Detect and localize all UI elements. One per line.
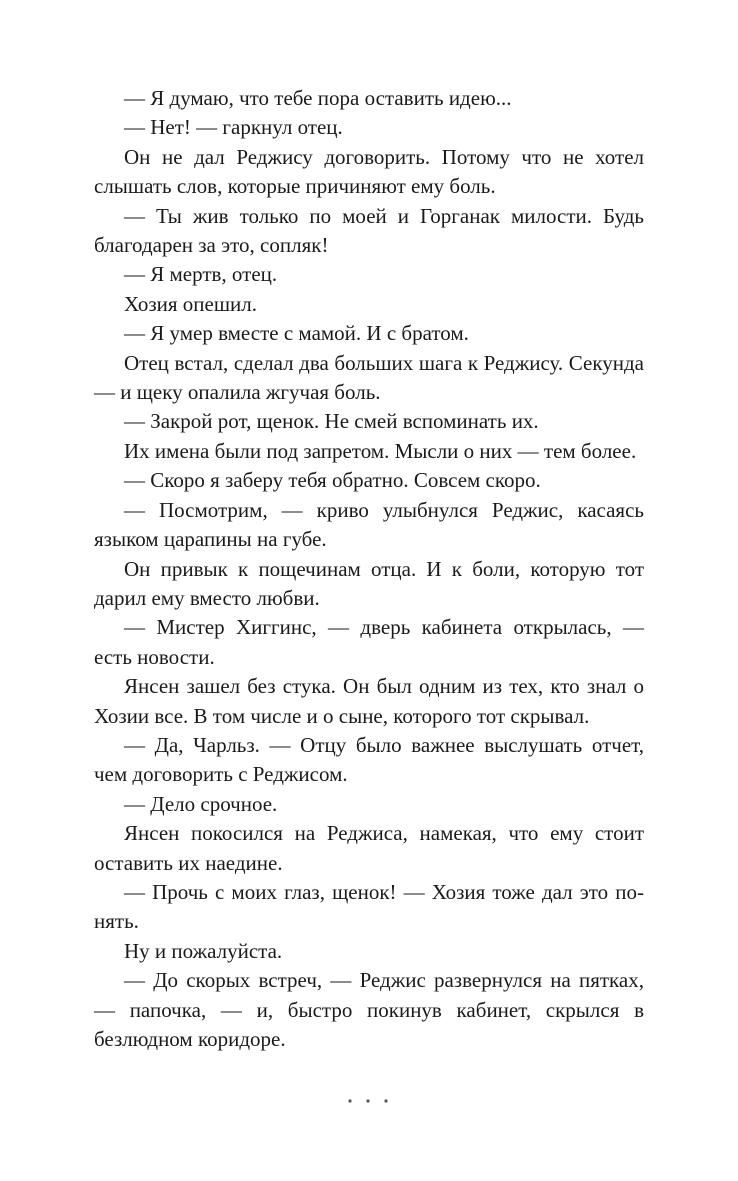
- paragraph: — Я мертв, отец.: [124, 262, 278, 287]
- paragraph: Ну и пожалуйста.: [124, 938, 283, 963]
- paragraph: Отец встал, сделал два больших шага к Реджису. Секунда — и щеку опалила жгучая боль.: [94, 350, 644, 405]
- paragraph: — Дело срочное.: [124, 791, 278, 816]
- paragraph: — Я умер вместе с мамой. И с братом.: [124, 321, 469, 346]
- paragraph: — Скоро я заберу тебя обратно. Совсем скоро.: [124, 468, 541, 493]
- paragraph: — Закрой рот, щенок. Не смей вспоминать их.: [124, 409, 539, 434]
- paragraph: — Прочь с моих глаз, щенок! — Хозия тоже дал это понять.: [94, 879, 644, 934]
- book-page-text: [94, 84, 644, 1054]
- section-divider-ornament: [342, 1098, 394, 1104]
- paragraph: — Посмотрим, — криво улыбнулся Реджис, касаясь языком царапины на губе.: [94, 497, 644, 552]
- paragraph: Хозия опешил.: [124, 291, 257, 316]
- paragraph: Янсен покосился на Реджиса, намекая, что ему стоит оставить их наедине.: [94, 821, 644, 875]
- paragraph: — Я думаю, что тебе пора оставить идею...: [124, 86, 512, 110]
- paragraph: — Да, Чарльз. — Отцу было важнее выслушать отчет, чем договорить с Реджисом.: [94, 732, 644, 787]
- paragraph: — До скорых встреч, — Реджис развернулся на пятках, — папочка, — и, быстро покинув кабинет, скрылся в безлюдном коридоре.: [94, 968, 644, 1051]
- paragraph: — Нет! — гаркнул отец.: [124, 115, 343, 140]
- paragraph: — Ты жив только по моей и Горганак милости. Будь благодарен за это, сопляк!: [94, 203, 644, 258]
- paragraph: Он привык к пощечинам отца. И к боли, которую тот дарил ему вместо любви.: [94, 556, 644, 610]
- paragraph: — Мистер Хиггинс, — дверь кабинета открылась, — есть новости.: [94, 615, 644, 669]
- paragraph: Он не дал Реджису договорить. Потому что не хотел слышать слов, которые причиняют ему боль.: [94, 144, 644, 199]
- paragraph: Янсен зашел без стука. Он был одним из тех, кто знал о Хозии все. В том числе и о сыне, которого тот скрывал.: [94, 674, 644, 728]
- paragraph: Их имена были под запретом. Мысли о них — тем более.: [124, 438, 637, 463]
